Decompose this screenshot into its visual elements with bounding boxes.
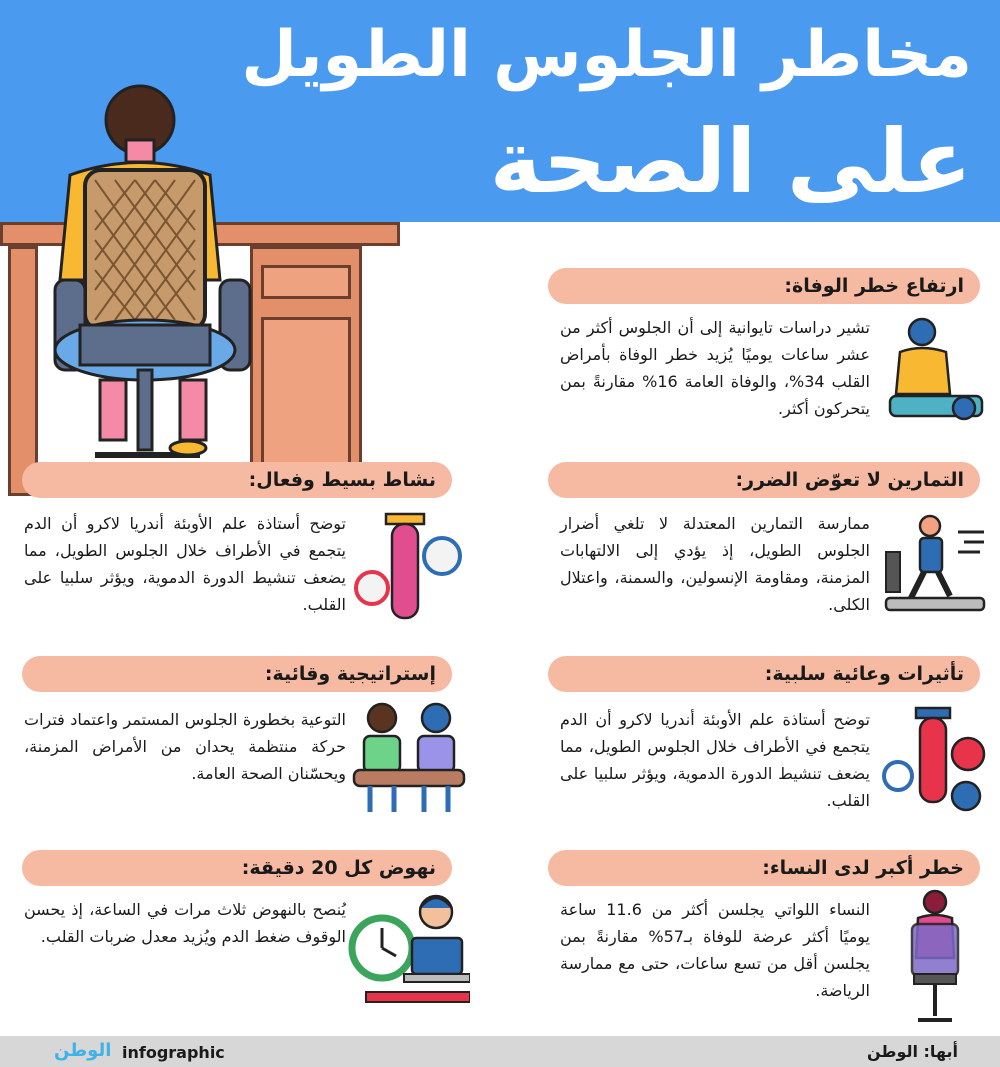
clock-laptop-icon xyxy=(346,888,470,1008)
section-title-strategy: إستراتيجية وقائية: xyxy=(22,656,452,692)
seated-person-icon xyxy=(40,80,270,470)
blood-tube-icon xyxy=(878,706,988,816)
section-text-vascular: توضح أستاذة علم الأوبئة أندريا لاكرو أن الدم يتجمع في الأطراف خلال الجلوس الطويل، مما يضعف تنشيط الدورة الدموية، ويؤثر سلبيا على القلب. xyxy=(560,710,870,810)
drawer xyxy=(261,317,351,477)
treadmill-icon xyxy=(880,512,988,622)
section-title-death-risk: ارتفاع خطر الوفاة: xyxy=(548,268,980,304)
section-text-stand-up: يُنصح بالنهوض ثلاث مرات في الساعة، إذ يحسن الوقوف ضغط الدم ويُزيد معدل ضربات القلب. xyxy=(24,900,346,946)
drawer xyxy=(261,265,351,299)
section-title-vascular: تأثيرات وعائية سلبية: xyxy=(548,656,980,692)
section-text-strategy: التوعية بخطورة الجلوس المستمر واعتماد فترات حركة منتظمة يحدان من الأمراض المزمنة، ويحسّنان الصحة العامة. xyxy=(24,710,346,783)
woman-chair-icon xyxy=(900,888,970,1028)
test-tube-cells-icon xyxy=(352,512,466,624)
page-title-line2: على الصحة xyxy=(489,110,972,213)
brand-logo: الوطن xyxy=(54,1040,112,1061)
footer-bar xyxy=(0,1036,1000,1067)
cpr-icon xyxy=(882,316,986,428)
section-text-death-risk: تشير دراسات تايوانية إلى أن الجلوس أكثر من عشر ساعات يوميًا يُزيد خطر الوفاة بأمراض القلب 34%، والوفاة العامة 16% مقارنةً بمن يتحركون أكثر. xyxy=(560,318,870,418)
section-title-women: خطر أكبر لدى النساء: xyxy=(548,850,980,886)
footer-label: infographic xyxy=(122,1043,225,1062)
section-text-exercise: ممارسة التمارين المعتدلة لا تلغي أضرار الجلوس الطويل، إذ يؤدي إلى الالتهابات المزمنة، ومقاومة الإنسولين، والسمنة، واعتلال الكلى. xyxy=(560,514,870,614)
section-title-simple-activity: نشاط بسيط وفعال: xyxy=(22,462,452,498)
section-text-women: النساء اللواتي يجلسن أكثر من 11.6 ساعة يوميًا أكثر عرضة للوفاة بـ57% مقارنةً بمن يجلسن أقل من تسع ساعات، حتى مع ممارسة الرياضة. xyxy=(560,900,870,1000)
page-title-line1: مخاطر الجلوس الطويل xyxy=(241,18,972,92)
people-seated-icon xyxy=(350,700,468,816)
section-title-stand-up: نهوض كل 20 دقيقة: xyxy=(22,850,452,886)
section-title-exercise: التمارين لا تعوّض الضرر: xyxy=(548,462,980,498)
footer-source: أبها: الوطن xyxy=(866,1042,958,1061)
section-text-simple-activity: توضح أستاذة علم الأوبئة أندريا لاكرو أن الدم يتجمع في الأطراف خلال الجلوس الطويل، مما يضعف تنشيط الدورة الدموية، ويؤثر سلبيا على القلب. xyxy=(24,514,346,614)
desk-leg xyxy=(8,246,38,496)
